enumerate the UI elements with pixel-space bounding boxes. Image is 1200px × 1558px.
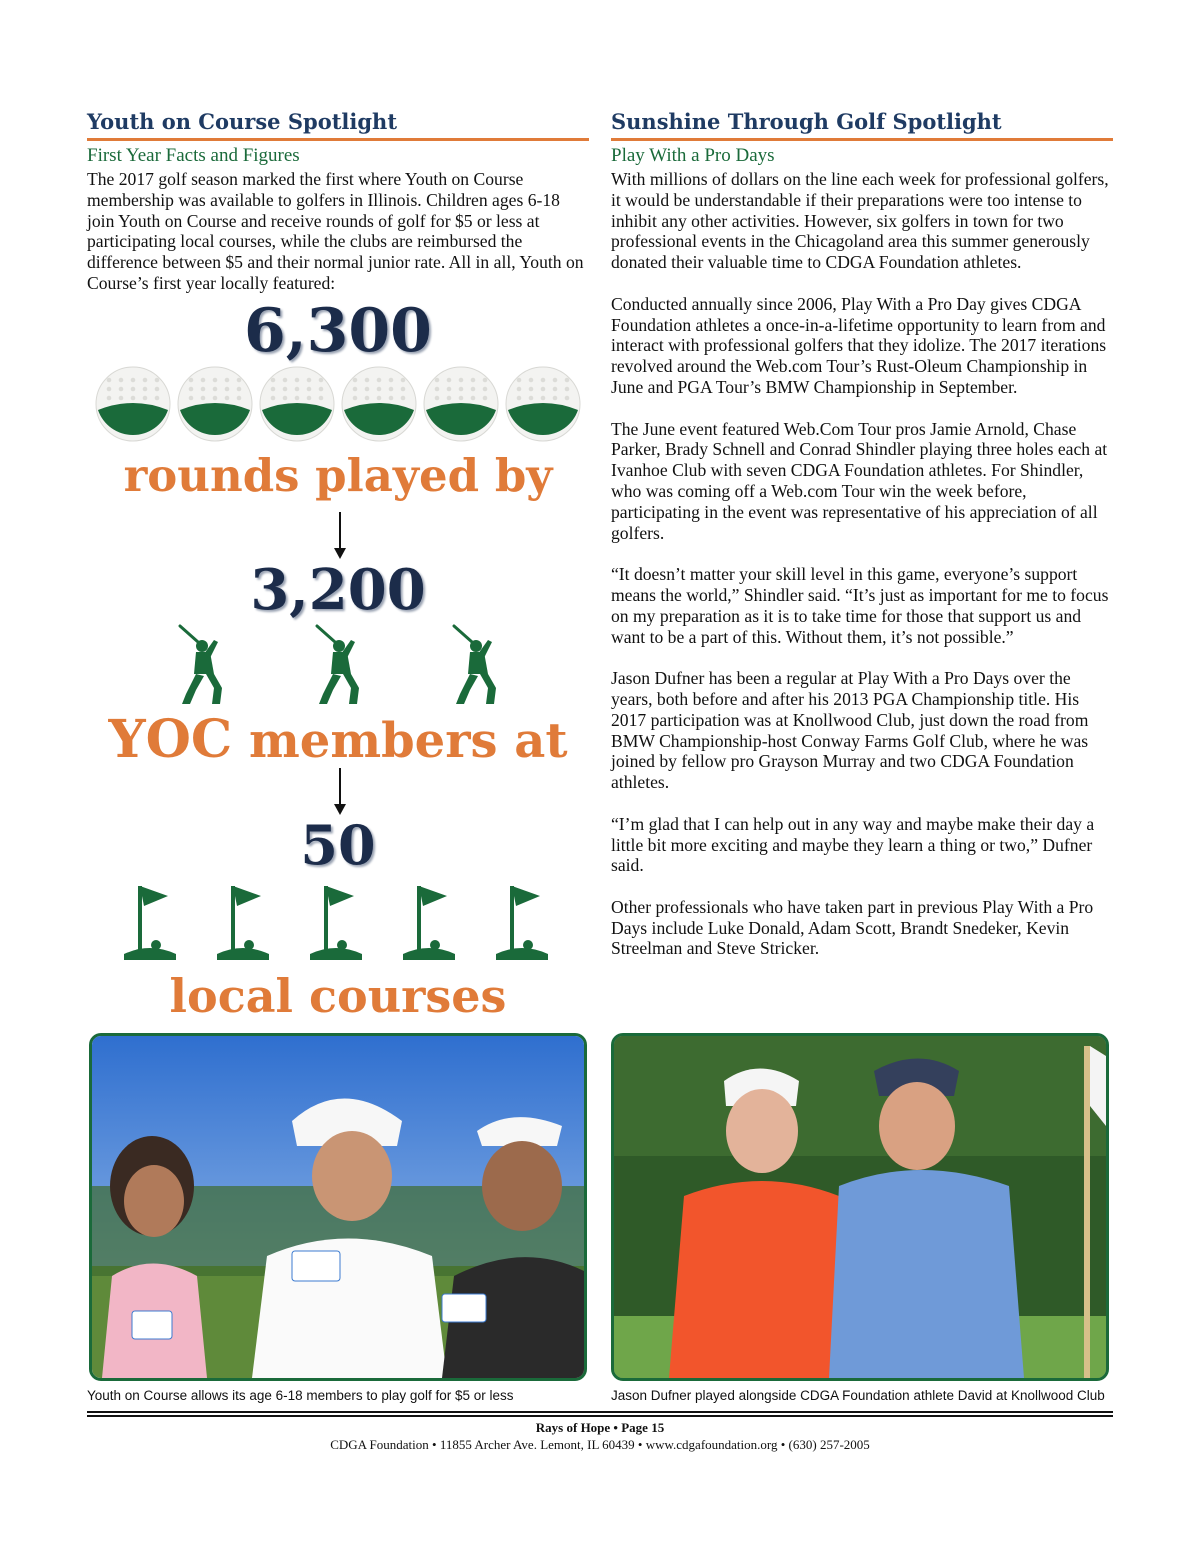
golf-flag-icon: [494, 882, 554, 962]
youth-on-course-intro: The 2017 golf season marked the first where Youth on Course membership was available to golfers in Illinois. Children ages 6-18 join Youth on Course and receive rounds of golf for $5 or less at participating local courses, while the clubs are reimbursed the difference between $5 and their normal junior rate. All in all, Youth on Course’s first year locally featured:: [87, 169, 584, 293]
footer-rule-top: [87, 1411, 1113, 1413]
golf-ball-icon: [256, 364, 338, 444]
youth-golfers-illustration: [92, 1036, 584, 1378]
golf-ball-icon: [338, 364, 420, 444]
article-paragraph: Other professionals who have taken part in previous Play With a Pro Days include Luke Donald, Adam Scott, Brandt Snedeker, Kevin Streelman and Steve Stricker.: [611, 896, 1094, 959]
golfer-row: [87, 624, 589, 708]
sunshine-heading: Sunshine Through Golf Spotlight: [611, 108, 1113, 141]
golf-ball-icon: [502, 364, 584, 444]
youth-golfers-photo: [89, 1033, 587, 1381]
first-year-subheading: First Year Facts and Figures: [87, 145, 300, 166]
members-label-yoc: YOC: [108, 709, 233, 770]
golfer-icon: [448, 624, 502, 708]
article-paragraph: Jason Dufner has been a regular at Play With a Pro Days over the years, both before and after his 2013 PGA Championship title. His 2017 participation was at Knollwood Club, just down the road from BMW Championship-host Conway Farms Golf Club, where he was joined by fellow pro Grayson Murray and two CDGA Foundation athletes.: [611, 668, 1089, 793]
article-paragraph: With millions of dollars on the line each week for professional golfers, it would be understandable if their preparations were too intense to inhibit any other activities. However, six golfers in town for two professional events in the Chicagoland area this summer generously donated their valuable time to CDGA Foundation athletes.: [611, 169, 1109, 273]
golf-ball-row: [87, 364, 589, 446]
golf-ball-icon: [420, 364, 502, 444]
footer-rule-bottom: [87, 1415, 1113, 1417]
footer-title: Rays of Hope • Page 15: [535, 1420, 665, 1435]
play-with-pro-subheading: Play With a Pro Days: [611, 145, 775, 166]
golfer-icon: [311, 624, 365, 708]
members-label: [87, 708, 589, 773]
rounds-label: rounds played by: [123, 449, 553, 502]
article-paragraph: Conducted annually since 2006, Play With a Pro Day gives CDGA Foundation athletes a once-in-a-lifetime opportunity to learn from and interact with professional golfers that they idolize. The 2017 iterations revolved around the Web.com Tour’s Rust-Oleum Championship in June and PGA Tour’s BMW Championship in September.: [611, 293, 1107, 397]
members-label-rest: members at: [249, 713, 568, 769]
members-number: 3,200: [250, 557, 426, 623]
article-paragraph: “I’m glad that I can help out in any way and maybe make their day a little bit more exciting and maybe they learn a thing or two,” Dufner said.: [611, 813, 1095, 876]
article-paragraph: “It doesn’t matter your skill level in this game, everyone’s support means the world,” Shindler said. “It’s just as important for me to focus on my preparation as it is to take time for those that support us and want to be a part of this. Without them, it’s not possible.”: [611, 564, 1109, 647]
footer-address: CDGA Foundation • 11855 Archer Ave. Lemont, IL 60439 • www.cdgafoundation.org • (630) 257-2005: [330, 1437, 870, 1452]
yoc-infographic: [87, 298, 589, 1023]
golf-ball-icon: [92, 364, 174, 444]
rounds-number: 6,300: [244, 296, 432, 366]
dufner-photo: [611, 1033, 1109, 1381]
sunshine-through-golf-section: [611, 108, 1113, 980]
golf-flag-icon: [401, 882, 461, 962]
golf-flag-icon: [122, 882, 182, 962]
golfer-icon: [174, 624, 228, 708]
youth-on-course-heading: Youth on Course Spotlight: [87, 108, 589, 141]
youth-on-course-section: [87, 108, 589, 294]
youth-photo-caption: Youth on Course allows its age 6-18 members to play golf for $5 or less: [87, 1388, 514, 1403]
down-arrow-icon: [333, 512, 347, 560]
courses-number: 50: [300, 813, 376, 877]
sunshine-article: [611, 169, 1113, 959]
flag-row: [87, 882, 589, 964]
golf-ball-icon: [174, 364, 256, 444]
golf-flag-icon: [215, 882, 275, 962]
down-arrow-icon: [333, 768, 347, 816]
dufner-and-athlete-illustration: [614, 1036, 1106, 1378]
golf-flag-icon: [308, 882, 368, 962]
courses-label: local courses: [169, 969, 507, 1023]
dufner-photo-caption: Jason Dufner played alongside CDGA Foundation athlete David at Knollwood Club: [611, 1388, 1105, 1403]
article-paragraph: The June event featured Web.Com Tour pros Jamie Arnold, Chase Parker, Brady Schnell and Conrad Shindler playing three holes each at Ivanhoe Club with seven CDGA Foundation athletes. For Shindler, who was coming off a Web.com Tour win the week before, participating in the event was representative of his appreciation of all golfers.: [611, 418, 1108, 543]
